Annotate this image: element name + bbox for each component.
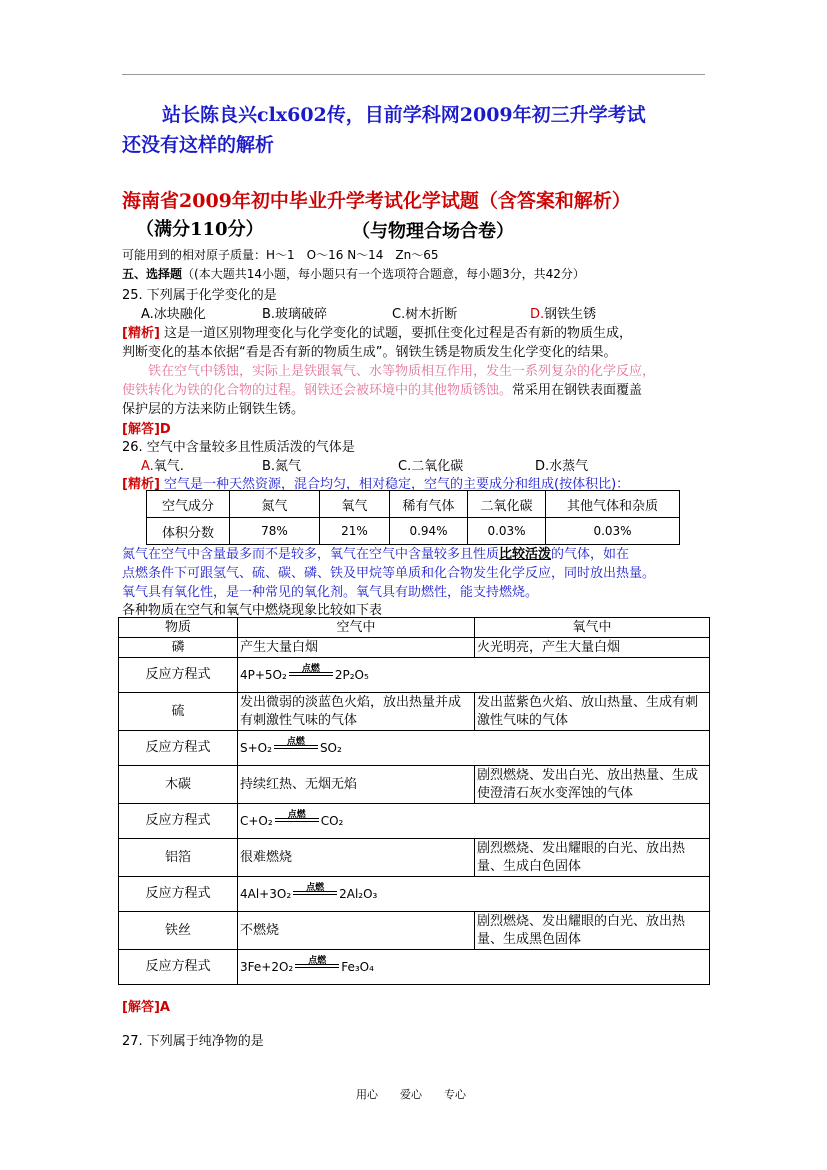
q25-pink-line2-wrap <box>122 379 642 398</box>
q26-para3: 氧气具有氧化性，是一种常见的氧化剂。氧气具有助燃性，能支持燃烧。 <box>122 585 539 600</box>
header-line1: 站长陈良兴clx602传，目前学科网2009年初三升学考试 <box>162 104 646 126</box>
q26-option-a-text: 氧气. <box>153 459 184 474</box>
equals-arrow <box>289 664 333 679</box>
atomic-masses: 可能用到的相对原子质量：H～1 O～16 N～14 Zn～65 <box>122 248 439 262</box>
q26-stem: 26. 空气中含量较多且性质活泼的气体是 <box>122 440 355 455</box>
q25-stem: 25. 下列属于化学变化的是 <box>122 288 277 303</box>
air-composition-table <box>146 490 680 545</box>
q26-answer-label: [解答] <box>122 1000 160 1015</box>
q26-answer-value: A <box>159 1000 170 1015</box>
equation-left: 4Al+3O₂ <box>240 886 292 901</box>
table-row <box>119 731 710 766</box>
q26-table-intro: 各种物质在空气和氧气中燃烧现象比较如下表 <box>122 603 383 618</box>
header-cell: 二氧化碳 <box>468 491 546 518</box>
q25-analysis-label: [精析] <box>122 326 160 341</box>
air-cell: 不燃烧 <box>238 912 475 950</box>
value-cell: 0.03% <box>546 518 680 545</box>
air-cell: 产生大量白烟 <box>238 638 475 658</box>
combustion-table <box>118 617 710 985</box>
row-label-cell: 体积分数 <box>147 518 230 545</box>
header-rule <box>122 74 705 75</box>
reaction-condition: 点燃 <box>286 737 305 747</box>
equation-cell <box>238 950 710 985</box>
q25-option-b: B.玻璃破碎 <box>262 307 328 322</box>
q26-option-a-letter: A. <box>141 459 154 474</box>
combustion-header-row <box>119 618 710 638</box>
oxygen-cell: 剧烈燃烧、发出耀眼的白光、放出热量、生成黑色固体 <box>475 912 710 950</box>
q25-answer-label: [解答] <box>122 422 160 437</box>
oxygen-cell: 火光明亮，产生大量白烟 <box>475 638 710 658</box>
value-cell: 78% <box>230 518 320 545</box>
air-cell: 持续红热、无烟无焰 <box>238 766 475 804</box>
q25-analysis-text: 这是一道区别物理变化与化学变化的试题，要抓住变化过程是否有新的物质生成， <box>164 326 633 341</box>
q25-option-d-letter: D. <box>530 307 545 322</box>
q26-para1-emphasis: 比较活泼 <box>499 547 552 562</box>
reaction-condition: 点燃 <box>301 664 320 674</box>
table-row <box>119 912 710 950</box>
header-cell: 其他气体和杂质 <box>546 491 680 518</box>
q26-para1-c: 的气体，如在 <box>551 547 630 562</box>
q26-para1-a: 氮气在空气中含量最多而不是较多，氧气在空气中含量较多且性质 <box>122 547 500 562</box>
table-row <box>119 804 710 839</box>
value-cell: 0.94% <box>390 518 468 545</box>
q26-option-c: C.二氧化碳 <box>398 459 464 474</box>
q25-answer <box>122 418 171 437</box>
q26-option-a <box>141 455 184 474</box>
q25-answer-value: D <box>159 422 171 437</box>
q26-option-b: B.氮气 <box>262 459 302 474</box>
equation <box>240 666 369 684</box>
air-composition-header-row <box>147 491 680 518</box>
oxygen-cell: 发出蓝紫色火焰、放山热量、生成有刺激性气味的气体 <box>475 693 710 731</box>
q25-option-d <box>530 303 596 322</box>
page-footer: 用心 爱心 专心 <box>356 1088 466 1101</box>
header-cell: 空气成分 <box>147 491 230 518</box>
equation-left: C+O₂ <box>240 813 273 828</box>
q25-analysis-line2: 判断变化的基本依据“看是否有新的物质生成”。钢铁生锈是物质发生化学变化的结果。 <box>122 345 617 360</box>
subtitle-score: （满分110分） <box>136 219 264 240</box>
eq-label-cell: 反应方程式 <box>119 731 238 766</box>
table-row <box>119 877 710 912</box>
substance-cell: 铝箔 <box>119 839 238 877</box>
q25-line3: 保护层的方法来防止钢铁生锈。 <box>122 402 305 417</box>
table-row <box>119 693 710 731</box>
section-heading <box>122 265 585 282</box>
reaction-condition: 点燃 <box>287 810 306 820</box>
equation <box>240 812 343 830</box>
equation-right: 2P₂O₅ <box>334 667 369 682</box>
equation-left: 3Fe+2O₂ <box>240 959 294 974</box>
q26-para2: 点燃条件下可跟氢气、硫、碳、磷、铁及甲烷等单质和化合物发生化学反应，同时放出热量。 <box>122 566 656 581</box>
q25-option-a: A.冰块融化 <box>141 307 206 322</box>
exam-title: 海南省2009年初中毕业升学考试化学试题（含答案和解析） <box>122 190 631 212</box>
reaction-condition: 点燃 <box>308 956 327 966</box>
equation-right: Fe₃O₄ <box>341 959 374 974</box>
q25-option-c: C.树木折断 <box>392 307 458 322</box>
q25-analysis-line1 <box>122 322 632 341</box>
q25-pink-line2: 使铁转化为铁的化合物的过程。钢铁还会被环境中的其他物质锈蚀。 <box>122 383 513 398</box>
air-cell: 发出微弱的淡蓝色火焰，放出热量并成有刺激性气味的气体 <box>238 693 475 731</box>
equation <box>240 958 374 976</box>
equation <box>240 885 377 903</box>
value-cell: 21% <box>320 518 390 545</box>
equation-cell <box>238 731 710 766</box>
equals-arrow <box>295 956 339 971</box>
q26-option-d: D.水蒸气 <box>535 459 589 474</box>
header-cell: 稀有气体 <box>390 491 468 518</box>
equation-cell <box>238 877 710 912</box>
air-cell: 很难燃烧 <box>238 839 475 877</box>
eq-label-cell: 反应方程式 <box>119 804 238 839</box>
eq-label-cell: 反应方程式 <box>119 877 238 912</box>
q25-black-tail: 常采用在钢铁表面覆盖 <box>512 383 643 398</box>
equation-right: 2Al₂O₃ <box>339 886 378 901</box>
header-cell: 氮气 <box>230 491 320 518</box>
header-cell: 氧气 <box>320 491 390 518</box>
eq-label-cell: 反应方程式 <box>119 950 238 985</box>
equals-arrow <box>274 737 318 752</box>
q26-para1 <box>122 543 629 562</box>
oxygen-cell: 剧烈燃烧、发出耀眼的白光、放出热量、生成白色固体 <box>475 839 710 877</box>
equation <box>240 739 342 757</box>
q26-answer <box>122 996 170 1015</box>
eq-label-cell: 反应方程式 <box>119 658 238 693</box>
equation-right: SO₂ <box>319 740 342 755</box>
table-row <box>119 658 710 693</box>
subtitle-combined: （与物理合场合卷） <box>352 221 514 242</box>
section-instructions: （(本大题共14小题，每小题只有一个选项符合题意，每小题3分，共42分） <box>182 267 585 281</box>
table-row <box>119 839 710 877</box>
equation-left: S+O₂ <box>240 740 272 755</box>
equals-arrow <box>275 810 319 825</box>
header-cell: 物质 <box>119 618 238 638</box>
header-line2: 还没有这样的解析 <box>122 134 275 156</box>
table-row <box>119 766 710 804</box>
substance-cell: 木碳 <box>119 766 238 804</box>
oxygen-cell: 剧烈燃烧、发出白光、放出热量、生成使澄清石灰水变浑蚀的气体 <box>475 766 710 804</box>
section-title: 五、选择题 <box>122 267 183 281</box>
substance-cell: 硫 <box>119 693 238 731</box>
q25-option-d-text: 钢铁生锈 <box>544 307 597 322</box>
header-cell: 空气中 <box>238 618 475 638</box>
equation-left: 4P+5O₂ <box>240 667 287 682</box>
table-row <box>119 638 710 658</box>
substance-cell: 铁丝 <box>119 912 238 950</box>
air-composition-value-row <box>147 518 680 545</box>
q27-stem: 27. 下列属于纯净物的是 <box>122 1034 264 1049</box>
equation-cell <box>238 804 710 839</box>
substance-cell: 磷 <box>119 638 238 658</box>
equation-right: CO₂ <box>320 813 344 828</box>
q26-analysis-text: 空气是一种天然资源，混合均匀，相对稳定，空气的主要成分和组成(按体积比)： <box>164 477 630 492</box>
reaction-condition: 点燃 <box>306 883 325 893</box>
q26-analysis-label: [精析] <box>122 477 160 492</box>
header-cell: 氧气中 <box>475 618 710 638</box>
table-row <box>119 950 710 985</box>
equation-cell <box>238 658 710 693</box>
q25-pink-line1: 铁在空气中锈蚀，实际上是铁跟氧气、水等物质相互作用，发生一系列复杂的化学反应， <box>148 364 656 379</box>
value-cell: 0.03% <box>468 518 546 545</box>
equals-arrow <box>293 883 337 898</box>
